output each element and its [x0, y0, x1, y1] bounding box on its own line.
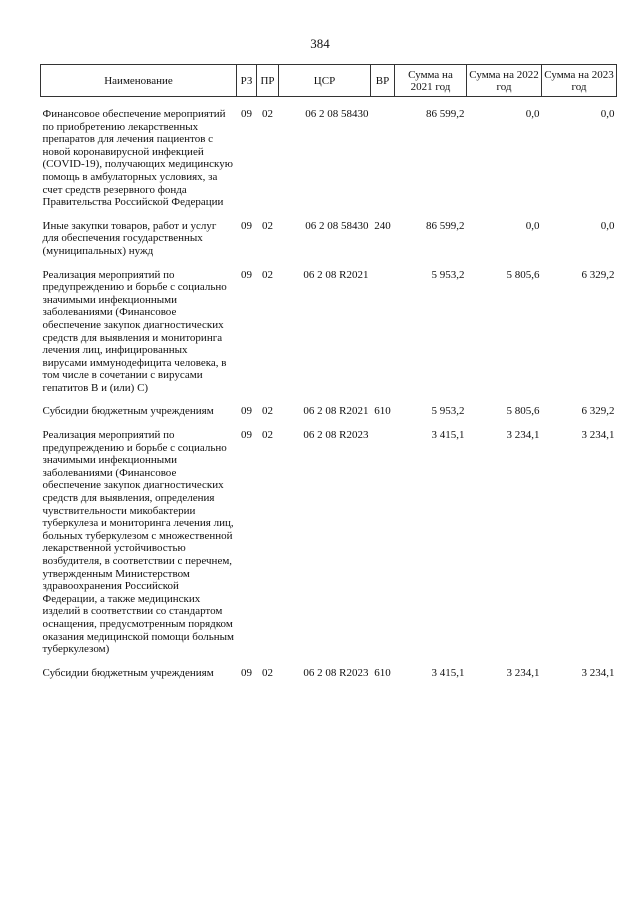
header-sum-2022: Сумма на 2022 год [467, 65, 542, 97]
page-number: 384 [310, 36, 330, 51]
row-name: Иные закупки товаров, работ и услуг для обеспечения государственных (муниципальных) нужд [42, 219, 217, 257]
table-row [41, 220, 617, 258]
row-name: Реализация мероприятий по предупреждению и борьбе с социально значимыми инфекционными заболеваниями (Финансовое обеспечение закупок диагностических средств для выявления, определения чувствительности микобактерии туберкулеза и мониторинга лечения лиц, больных туберкулезом с множественной лекарственной устойчивостью возбудителя, в соответствии с перечнем, утвержденным Министерством здравоохранения Российской Федерации, а также медицинских изделий в соответствии со стандартом оснащения, предусмотренным порядком оказания медицинской помощи больным туберкулезом) [42, 429, 234, 656]
header-csr: ЦСР [279, 65, 371, 97]
row-csr: 06 2 08 58430 [305, 108, 369, 120]
row-sum-2023: 3 234,1 [581, 429, 615, 442]
row-pr: 02 [262, 219, 273, 232]
row-rz: 09 [241, 405, 252, 418]
header-rz: РЗ [237, 65, 257, 97]
row-name: Субсидии бюджетным учреждениям [42, 405, 214, 418]
row-sum-2023: 0,0 [600, 108, 615, 120]
table-row [41, 429, 617, 656]
row-pr: 02 [262, 268, 273, 281]
header-pr: ПР [257, 65, 279, 97]
row-csr: 06 2 08 R2023 [303, 429, 369, 442]
row-csr: 06 2 08 R2021 [303, 405, 369, 418]
row-sum-2022: 3 234,1 [506, 666, 540, 679]
header-sum-2023: Сумма на 2023 год [542, 65, 617, 97]
row-vr: 610 [374, 666, 391, 679]
table-row [41, 667, 617, 680]
row-rz: 09 [241, 429, 252, 442]
row-vr [371, 429, 395, 656]
row-sum-2021: 86 599,2 [426, 108, 465, 120]
row-sum-2021: 5 953,2 [431, 405, 465, 418]
table-row [41, 405, 617, 418]
row-rz: 09 [241, 108, 252, 120]
row-sum-2021: 3 415,1 [431, 666, 465, 679]
header-name: Наименование [41, 65, 237, 97]
row-sum-2023: 0,0 [600, 219, 615, 232]
row-vr: 610 [374, 405, 391, 418]
budget-table [40, 64, 617, 679]
row-vr [371, 269, 395, 395]
row-sum-2022: 0,0 [525, 108, 540, 120]
row-sum-2021: 3 415,1 [431, 429, 465, 442]
row-name: Субсидии бюджетным учреждениям [42, 666, 214, 679]
row-csr: 06 2 08 R2021 [303, 268, 369, 281]
row-sum-2021: 5 953,2 [431, 268, 465, 281]
row-name: Реализация мероприятий по предупреждению и борьбе с социально значимыми инфекционными заболеваниями (Финансовое обеспечение закупок диагностических средств для выявления и мониторинга лечения лиц, инфицированных вирусами иммунодефицита человека, в том числе в сочетании с вирусами гепатитов В и (или) С) [42, 268, 227, 394]
row-pr: 02 [262, 405, 273, 418]
row-sum-2023: 6 329,2 [581, 405, 615, 418]
row-sum-2022: 0,0 [525, 219, 540, 232]
header-vr: ВР [371, 65, 395, 97]
row-pr: 02 [262, 108, 273, 120]
row-csr: 06 2 08 R2023 [303, 666, 369, 679]
row-sum-2021: 86 599,2 [426, 219, 465, 232]
row-vr: 240 [374, 219, 391, 232]
row-rz: 09 [241, 666, 252, 679]
header-sum-2021: Сумма на 2021 год [395, 65, 467, 97]
row-sum-2022: 3 234,1 [506, 429, 540, 442]
row-sum-2023: 6 329,2 [581, 268, 615, 281]
row-pr: 02 [262, 429, 273, 442]
table-header-row [41, 65, 617, 97]
row-rz: 09 [241, 219, 252, 232]
row-rz: 09 [241, 268, 252, 281]
row-pr: 02 [262, 666, 273, 679]
table-row [41, 269, 617, 395]
row-sum-2022: 5 805,6 [506, 405, 540, 418]
row-name: Финансовое обеспечение мероприятий по приобретению лекарственных препаратов для лечения пациентов с новой коронавирусной инфекцией (COVID-19), получающих медицинскую помощь в амбулаторных условиях, за счет средств резервного фонда Правительства Российской Федерации [42, 108, 233, 209]
row-sum-2022: 5 805,6 [506, 268, 540, 281]
row-vr [371, 108, 395, 209]
table-row [41, 108, 617, 209]
row-sum-2023: 3 234,1 [581, 666, 615, 679]
row-csr: 06 2 08 58430 [305, 219, 369, 232]
